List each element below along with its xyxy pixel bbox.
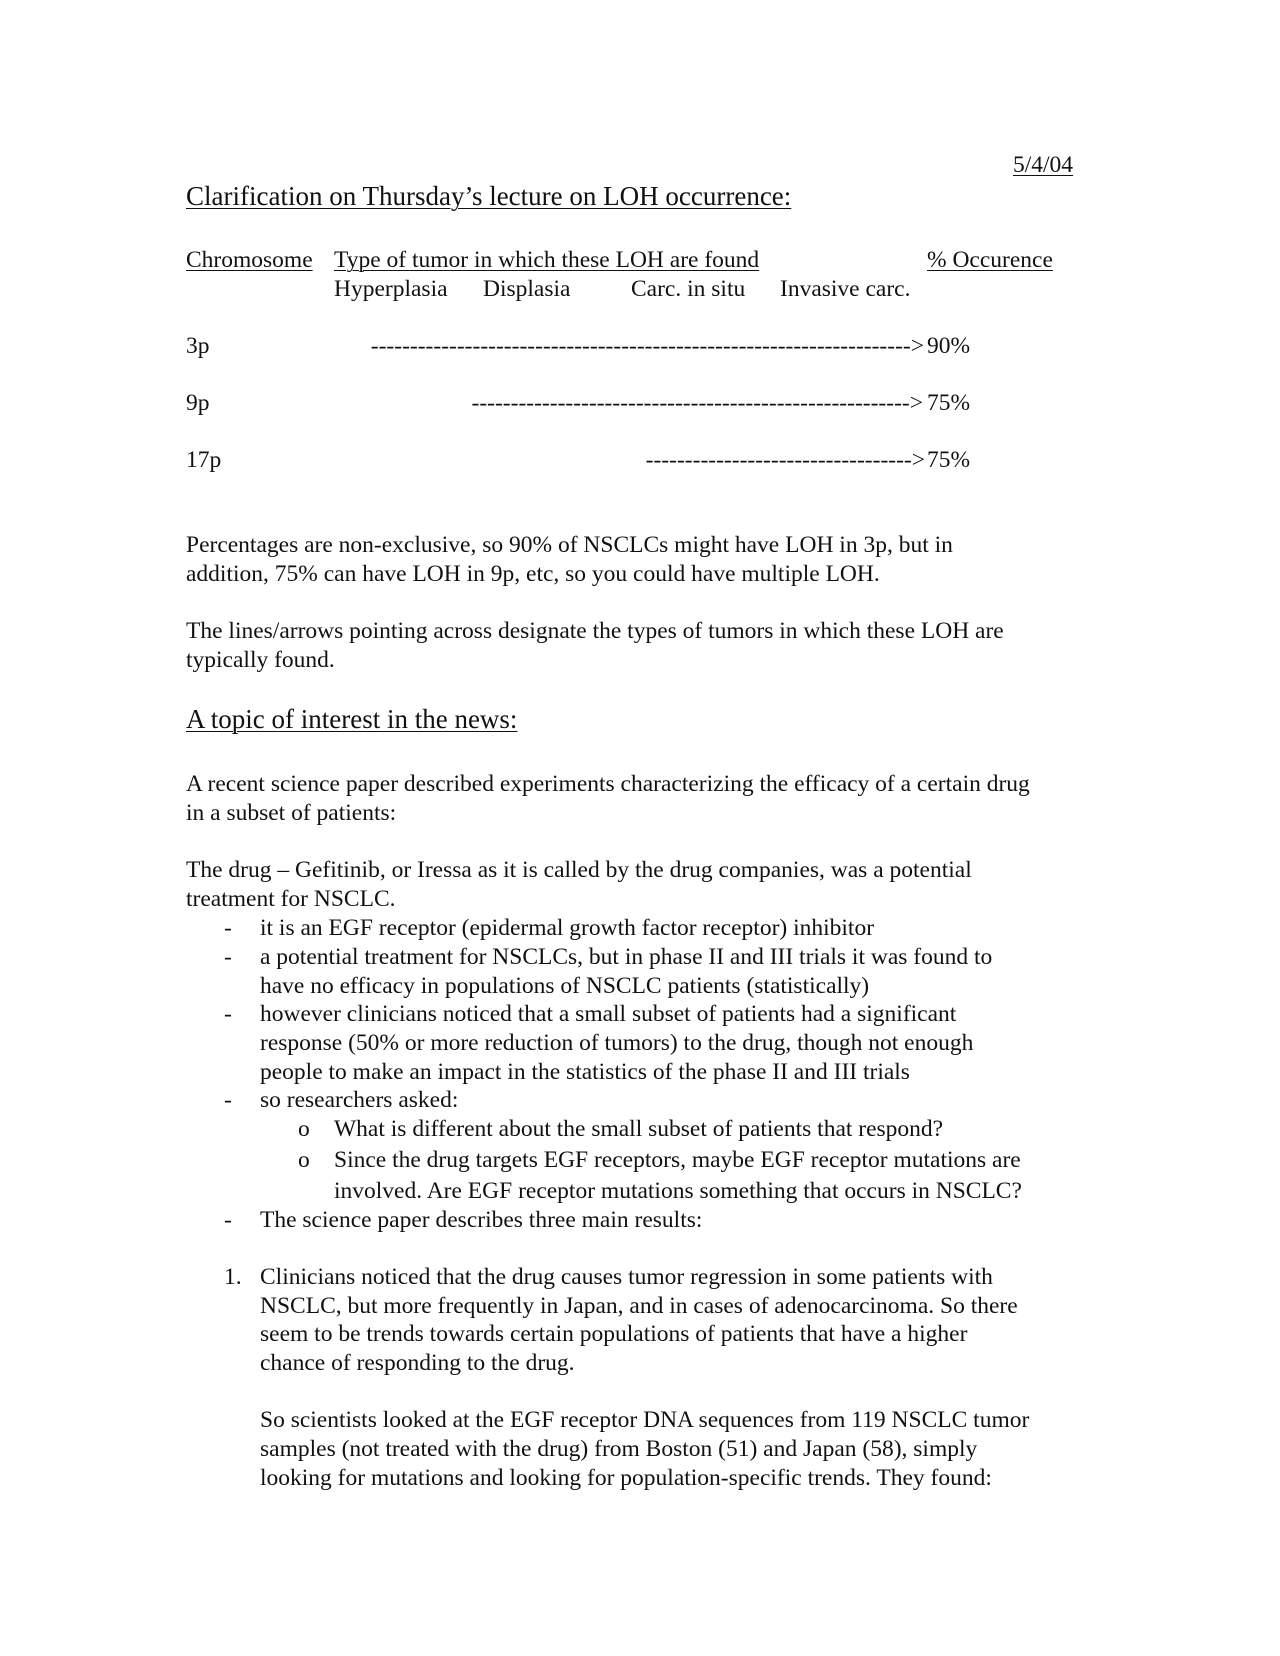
row-arrow-3p: ---------------------------------------------------------------------> [370, 335, 924, 359]
column-header-tumor-type: Type of tumor in which these LOH are found [334, 247, 760, 273]
section-heading-news: A topic of interest in the news: [186, 704, 518, 734]
sub-bullet-marker: o [298, 1116, 310, 1142]
column-header-chromosome: Chromosome [186, 247, 313, 273]
bullet-egf-inhibitor: it is an EGF receptor (epidermal growth factor receptor) inhibitor [260, 915, 875, 941]
numbered-item-line-4: chance of responding to the drug. [260, 1350, 575, 1376]
document-date: 5/4/04 [1013, 152, 1074, 178]
sub-bullet-what-different: What is different about the small subset of patients that respond? [334, 1116, 944, 1142]
row-chromosome-17p: 17p [186, 447, 222, 473]
bullet-researchers-asked: so researchers asked: [260, 1087, 459, 1113]
paragraph-arrows-line-2: typically found. [186, 647, 335, 673]
paragraph-science-paper-line-2: in a subset of patients: [186, 800, 397, 826]
section-heading-loh: Clarification on Thursday’s lecture on LOH occurrence: [186, 181, 792, 211]
bullet-marker: - [224, 1087, 232, 1113]
row-arrow-17p: ----------------------------------> [645, 449, 925, 473]
sub-bullet-egf-mutations-line-2: involved. Are EGF receptor mutations something that occurs in NSCLC? [334, 1178, 1022, 1204]
row-percent-9p: 75% [927, 390, 971, 416]
follow-paragraph-line-3: looking for mutations and looking for population-specific trends. They found: [260, 1465, 992, 1491]
row-arrow-9p: --------------------------------------------------------> [471, 392, 923, 416]
row-chromosome-3p: 3p [186, 333, 210, 359]
paragraph-arrows-line-1: The lines/arrows pointing across designate the types of tumors in which these LOH are [186, 618, 1004, 644]
row-percent-3p: 90% [927, 333, 971, 359]
subheader-displasia: Displasia [483, 276, 571, 302]
bullet-potential-treatment-line-1: a potential treatment for NSCLCs, but in phase II and III trials it was found to [260, 944, 993, 970]
bullet-clinicians-line-3: people to make an impact in the statistics of the phase II and III trials [260, 1059, 910, 1085]
numbered-item-line-1: Clinicians noticed that the drug causes tumor regression in some patients with [260, 1264, 993, 1290]
follow-paragraph-line-2: samples (not treated with the drug) from Boston (51) and Japan (58), simply [260, 1436, 978, 1462]
numbered-marker: 1. [224, 1264, 242, 1290]
paragraph-drug-line-2: treatment for NSCLC. [186, 886, 396, 912]
paragraph-percentages-line-1: Percentages are non-exclusive, so 90% of NSCLCs might have LOH in 3p, but in [186, 532, 953, 558]
column-header-occurrence: % Occurence [927, 247, 1053, 273]
bullet-potential-treatment-line-2: have no efficacy in populations of NSCLC patients (statistically) [260, 973, 870, 999]
paragraph-science-paper-line-1: A recent science paper described experiments characterizing the efficacy of a certain drug [186, 771, 1030, 797]
bullet-three-main-results: The science paper describes three main results: [260, 1207, 703, 1233]
bullet-marker: - [224, 915, 232, 941]
subheader-carc-in-situ: Carc. in situ [631, 276, 746, 302]
subheader-invasive-carc: Invasive carc. [780, 276, 911, 302]
row-percent-17p: 75% [927, 447, 971, 473]
numbered-item-line-3: seem to be trends towards certain populations of patients that have a higher [260, 1321, 968, 1347]
bullet-marker: - [224, 1001, 232, 1027]
bullet-marker: - [224, 1207, 232, 1233]
paragraph-drug-line-1: The drug – Gefitinib, or Iressa as it is called by the drug companies, was a potential [186, 857, 972, 883]
bullet-clinicians-line-2: response (50% or more reduction of tumors) to the drug, though not enough [260, 1030, 974, 1056]
row-chromosome-9p: 9p [186, 390, 210, 416]
follow-paragraph-line-1: So scientists looked at the EGF receptor DNA sequences from 119 NSCLC tumor [260, 1407, 1030, 1433]
bullet-marker: - [224, 944, 232, 970]
paragraph-percentages-line-2: addition, 75% can have LOH in 9p, etc, so you could have multiple LOH. [186, 561, 880, 587]
numbered-item-line-2: NSCLC, but more frequently in Japan, and in cases of adenocarcinoma. So there [260, 1293, 1018, 1319]
bullet-clinicians-line-1: however clinicians noticed that a small subset of patients had a significant [260, 1001, 957, 1027]
sub-bullet-egf-mutations-line-1: Since the drug targets EGF receptors, maybe EGF receptor mutations are [334, 1147, 1021, 1173]
subheader-hyperplasia: Hyperplasia [334, 276, 448, 302]
sub-bullet-marker: o [298, 1147, 310, 1173]
